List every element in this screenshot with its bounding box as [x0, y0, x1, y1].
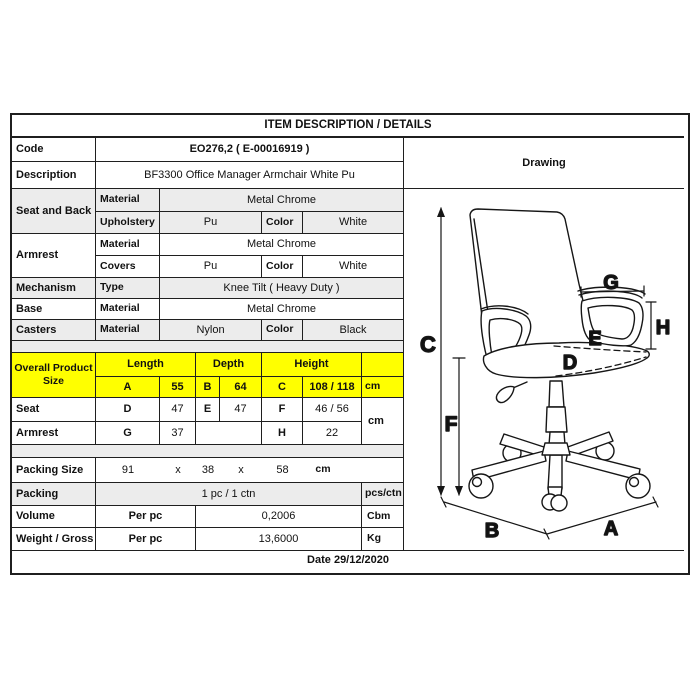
mechanism-label: Mechanism: [12, 278, 96, 299]
description-label: Description: [12, 162, 96, 189]
seat-back-color-value: White: [303, 212, 404, 234]
base-material-key: Material: [96, 299, 160, 320]
size-header-blank: [362, 353, 404, 377]
seat-back-material-key: Material: [96, 189, 160, 212]
casters-color-value: Black: [303, 320, 404, 341]
overall-c-key: C: [262, 377, 303, 398]
packing-size-sep: x: [238, 463, 244, 476]
spec-sheet: [10, 113, 690, 575]
description-value: BF3300 Office Manager Armchair White Pu: [96, 162, 404, 189]
armrest-covers-value: Pu: [160, 256, 262, 278]
armrest-g-value: 37: [160, 422, 196, 445]
base-label: Base: [12, 299, 96, 320]
drawing-label-a: A: [603, 518, 619, 540]
seat-back-material-value: Metal Chrome: [160, 189, 404, 212]
mechanism-type-key: Type: [96, 278, 160, 299]
seat-row-label: Seat: [12, 398, 96, 422]
packing-label: Packing: [12, 483, 96, 506]
caster-back-right: [626, 474, 650, 498]
drawing-label-b: B: [484, 520, 500, 542]
size-height-header: Height: [262, 353, 362, 377]
seat-e-key: E: [196, 398, 220, 422]
dimension-line-h: [646, 302, 656, 349]
seat-f-key: F: [262, 398, 303, 422]
overall-a-key: A: [96, 377, 160, 398]
armrest-color-key: Color: [262, 256, 303, 278]
packing-size-v1: 91: [121, 463, 135, 476]
mechanism-type-value: Knee Tilt ( Heavy Duty ): [160, 278, 404, 299]
drawing-title: Drawing: [404, 138, 684, 189]
volume-label: Volume: [12, 506, 96, 528]
size-length-header: Length: [96, 353, 196, 377]
armrest-covers-key: Covers: [96, 256, 160, 278]
armrest-blank-cell: [196, 422, 262, 445]
date-text: Date 29/12/2020: [307, 553, 389, 566]
drawing-label-g: G: [603, 272, 619, 294]
armrest-label: Armrest: [12, 234, 96, 278]
caster-back-left: [469, 474, 493, 498]
armrest-row-label: Armrest: [12, 422, 96, 445]
caster-front: [542, 487, 567, 511]
seat-back-label: Seat and Back: [12, 189, 96, 234]
seat-back-upholstery-value: Pu: [160, 212, 262, 234]
packing-size-label: Packing Size: [12, 458, 96, 483]
overall-unit: cm: [362, 377, 404, 398]
size-table-title: Overall Product Size: [12, 353, 96, 398]
overall-b-value: 64: [220, 377, 262, 398]
weight-per-pc: Per pc: [96, 528, 196, 551]
code-label: Code: [12, 138, 96, 162]
drawing-label-e: E: [588, 328, 602, 350]
drawing-canvas: [404, 189, 684, 551]
weight-label: Weight / Gross: [12, 528, 96, 551]
drawing-label-d: D: [562, 352, 578, 374]
seat-d-value: 47: [160, 398, 196, 422]
tilt-lever: [496, 382, 527, 403]
volume-unit: Cbm: [362, 506, 404, 528]
packing-size-sep: x: [175, 463, 181, 476]
packing-size-values: [96, 458, 404, 483]
seat-back-upholstery-key: Upholstery: [96, 212, 160, 234]
seat-back-color-key: Color: [262, 212, 303, 234]
overall-b-key: B: [196, 377, 220, 398]
overall-a-value: 55: [160, 377, 196, 398]
seat-e-value: 47: [220, 398, 262, 422]
spacer-row: [12, 341, 404, 353]
gas-lift: [546, 381, 567, 445]
packing-size-unit: cm: [315, 463, 331, 476]
seat-armrest-unit: cm: [362, 398, 404, 445]
date-row: [12, 551, 684, 569]
armrest-material-value: Metal Chrome: [160, 234, 404, 256]
casters-material-value: Nylon: [160, 320, 262, 341]
armrest-g-key: G: [96, 422, 160, 445]
casters-color-key: Color: [262, 320, 303, 341]
packing-unit: pcs/ctn: [362, 483, 404, 506]
dimension-line-c: [437, 207, 445, 496]
weight-unit: Kg: [362, 528, 404, 551]
drawing-label-f: F: [444, 413, 458, 436]
packing-value: 1 pc / 1 ctn: [96, 483, 362, 506]
base-material-value: Metal Chrome: [160, 299, 404, 320]
weight-value: 13,6000: [196, 528, 362, 551]
seat-f-value: 46 / 56: [303, 398, 362, 422]
chair-drawing: [404, 189, 684, 550]
size-depth-header: Depth: [196, 353, 262, 377]
drawing-label-h: H: [655, 317, 671, 339]
armrest-h-key: H: [262, 422, 303, 445]
casters-label: Casters: [12, 320, 96, 341]
casters-material-key: Material: [96, 320, 160, 341]
overall-c-value: 108 / 118: [303, 377, 362, 398]
packing-size-v2: 38: [201, 463, 215, 476]
code-value: EO276,2 ( E-00016919 ): [96, 138, 404, 162]
drawing-label-c: C: [420, 332, 436, 357]
spacer-row: [12, 445, 404, 458]
armrest-h-value: 22: [303, 422, 362, 445]
volume-value: 0,2006: [196, 506, 362, 528]
sheet-title: ITEM DESCRIPTION / DETAILS: [12, 115, 684, 138]
armrest-material-key: Material: [96, 234, 160, 256]
packing-size-v3: 58: [276, 463, 289, 476]
volume-per-pc: Per pc: [96, 506, 196, 528]
seat-d-key: D: [96, 398, 160, 422]
armrest-color-value: White: [303, 256, 404, 278]
